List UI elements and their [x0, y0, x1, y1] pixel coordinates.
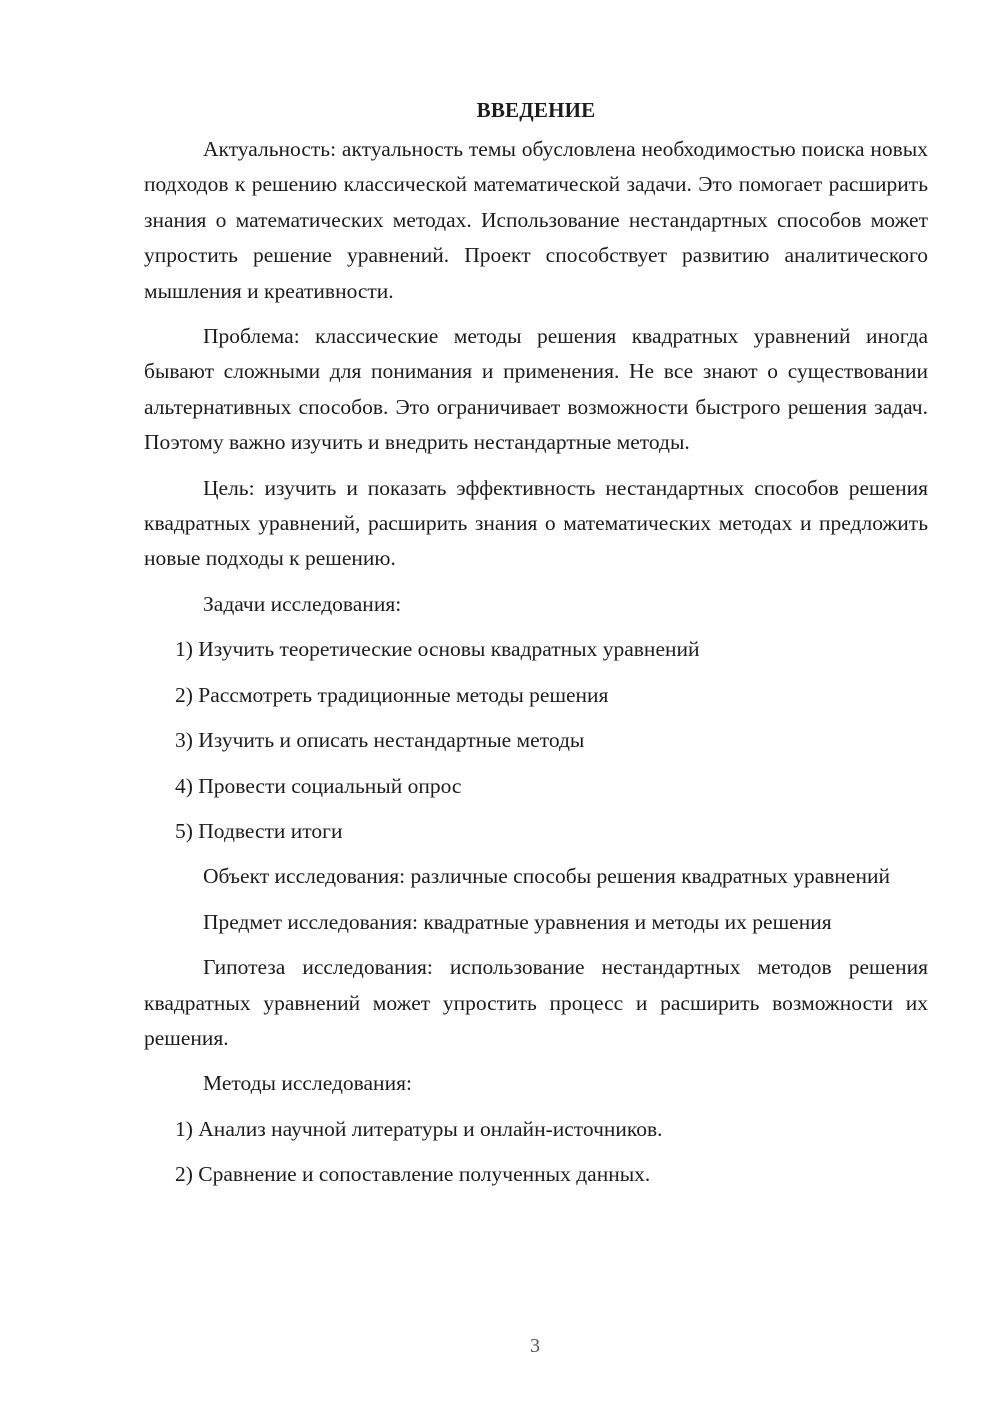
list-item: 2) Рассмотреть традиционные методы решения: [175, 682, 609, 707]
relevance-paragraph: Актуальность: актуальность темы обусловлена необходимостью поиска новых подходов к решению классической математической задачи. Это помогает расширить знания о математических методах. Использование нестандартных способов может упростить решение уравнений. Проект способствует развитию аналитического мышления и креативности.: [144, 137, 928, 303]
tasks-list: [144, 632, 928, 849]
list-item: 5) Подвести итоги: [175, 818, 343, 843]
section-title: ВВЕДЕНИЕ: [476, 98, 596, 122]
subject-paragraph: Предмет исследования: квадратные уравнения и методы их решения: [203, 909, 832, 934]
goal-paragraph: Цель: изучить и показать эффективность нестандартных способов решения квадратных уравнений, расширить знания о математических методах и предложить новые подходы к решению.: [144, 475, 928, 571]
list-item: 3) Изучить и описать нестандартные методы: [175, 728, 585, 753]
list-item: 1) Анализ научной литературы и онлайн-источников.: [175, 1116, 663, 1141]
page-number: 3: [530, 1335, 540, 1357]
methods-heading: Методы исследования:: [203, 1071, 412, 1096]
document-page: [144, 92, 928, 1203]
problem-paragraph: Проблема: классические методы решения квадратных уравнений иногда бывают сложными для понимания и применения. Не все знают о существовании альтернативных способов. Это ограничивает возможности быстрого решения задач. Поэтому важно изучить и внедрить нестандартные методы.: [144, 324, 928, 455]
object-paragraph: Объект исследования: различные способы решения квадратных уравнений: [203, 864, 890, 889]
list-item: 1) Изучить теоретические основы квадратных уравнений: [175, 637, 700, 662]
tasks-heading: Задачи исследования:: [203, 591, 402, 616]
hypothesis-paragraph: Гипотеза исследования: использование нестандартных методов решения квадратных уравнений может упростить процесс и расширить возможности их решения.: [144, 955, 928, 1050]
list-item: 2) Сравнение и сопоставление полученных данных.: [175, 1162, 651, 1187]
methods-list: [144, 1112, 928, 1193]
list-item: 4) Провести социальный опрос: [175, 773, 462, 798]
